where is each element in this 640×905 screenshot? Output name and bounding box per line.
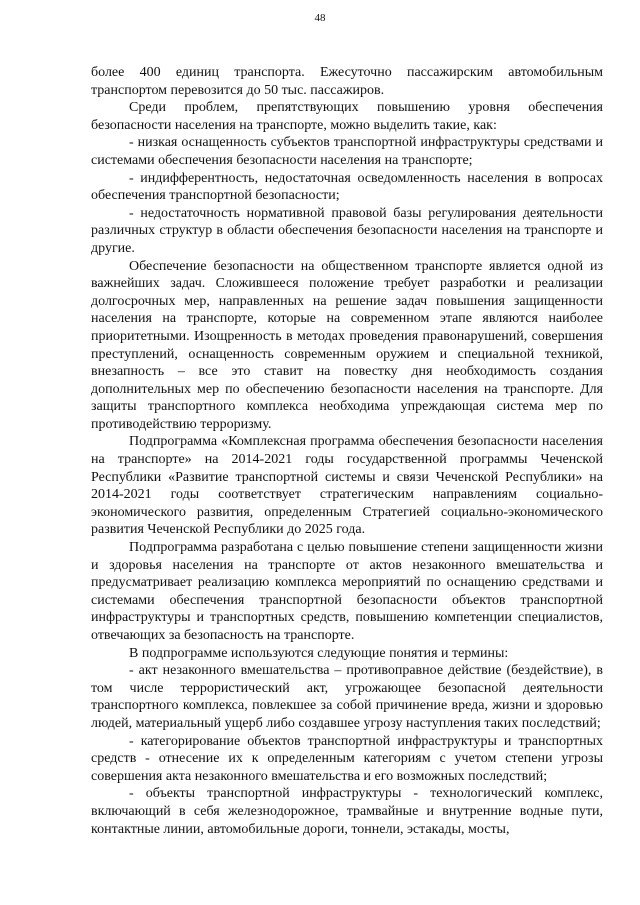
document-body (91, 64, 603, 838)
term-unlawful-interference: - акт незаконного вмешательства – противоправное действие (бездействие), в том числе террористический акт, угрожающее безопасной деятельности транспортного комплекса, повлекшее за собой причинение вреда, жизни и здоровью людей, материальный ущерб либо создавшее угрозу наступления таких последствий; (91, 663, 603, 731)
paragraph-subprogram-strategy: Подпрограмма «Комплексная программа обеспечения безопасности населения на транспорте» на 2014-2021 годы государственной программы Чеченской Республики «Развитие транспортной системы и связи Чеченской Республики» на 2014-2021 годы соответствует стратегическим направлениям социально-экономического развития, определенным Стратегией социально-экономического развития Чеченской Республики до 2025 года. (91, 434, 603, 538)
paragraph-problems-intro: Среди проблем, препятствующих повышению уровня обеспечения безопасности населения на транспорте, можно выделить такие, как: (91, 100, 603, 133)
term-categorization: - категорирование объектов транспортной инфраструктуры и транспортных средств - отнесение их к определенным категориям с учетом степени угрозы совершения акта незаконного вмешательства и его возможных последствий; (91, 733, 603, 784)
paragraph-public-transport-safety: Обеспечение безопасности на общественном транспорте является одной из важнейших задач. Сложившееся положение требует разработки и реализации долгосрочных мер, направленных на решение задач повышения защищенности населения на транспорте, которые на современном этапе являются наиболее приоритетными. Изощренность в методах проведения правонарушений, совершения преступлений, оснащенность современным оружием и специальной техникой, внезапность – все это ставит на повестку дня необходимость создания дополнительных мер по обеспечению безопасности населения на транспорте. Для защиты транспортного комплекса необходима упреждающая система мер по противодействию терроризму. (91, 258, 603, 432)
page-number: 48 (314, 12, 326, 24)
paragraph-terms-intro: В подпрограмме используются следующие понятия и термины: (129, 645, 509, 661)
term-infrastructure-objects: - объекты транспортной инфраструктуры - технологический комплекс, включающий в себя железнодорожное, трамвайные и внутренние водные пути, контактные линии, автомобильные дороги, тоннели, эстакады, мосты, (91, 786, 603, 837)
paragraph-subprogram-goal: Подпрограмма разработана с целью повышение степени защищенности жизни и здоровья населения на транспорте от актов незаконного вмешательства и предусматривает реализацию комплекса мероприятий по оснащению средствами и системами обеспечения транспортной безопасности объектов транспортной инфраструктуры и транспортных средств, повышению компетенции специалистов, отвечающих за безопасность на транспорте. (91, 540, 603, 643)
list-item-low-equipment: - низкая оснащенность субъектов транспортной инфраструктуры средствами и системами обеспечения безопасности населения на транспорте; (91, 135, 603, 168)
list-item-regulatory-base: - недостаточность нормативной правовой базы регулирования деятельности различных структур в области обеспечения безопасности населения на транспорте и другие. (91, 205, 603, 256)
list-item-indifference: - индифферентность, недостаточная осведомленность населения в вопросах обеспечения транспортной безопасности; (91, 170, 603, 204)
paragraph-continuation: более 400 единиц транспорта. Ежесуточно пассажирским автомобильным транспортом перевозится до 50 тыс. пассажиров. (91, 65, 603, 98)
